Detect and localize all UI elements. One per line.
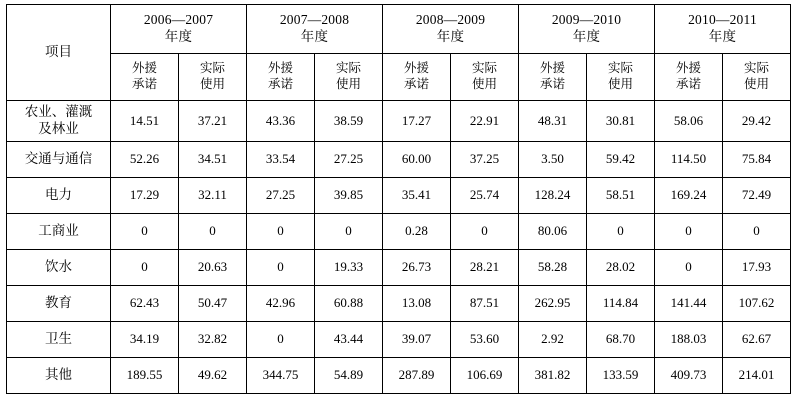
subheader-pledge-5 [655,54,723,101]
cell-value: 62.43 [111,286,179,322]
year-4-range: 2009—2010 [551,12,622,28]
subheader-pledge-1-line2: 承诺 [131,77,157,91]
subheader-pledge-5-line2: 承诺 [675,77,701,91]
year-2-range: 2007—2008 [279,12,350,28]
cell-value: 34.19 [111,322,179,358]
cell-value: 28.21 [451,250,519,286]
cell-value: 262.95 [519,286,587,322]
cell-value: 48.31 [519,101,587,142]
year-5-suffix: 年度 [708,29,737,44]
table-row [7,250,791,286]
cell-value: 52.26 [111,142,179,178]
header-cell-year-3 [383,5,519,54]
table-row [7,101,791,142]
cell-value: 114.84 [587,286,655,322]
row-label: 工商业 [7,214,111,250]
subheader-pledge-4-line2: 承诺 [539,77,565,91]
cell-value: 38.59 [315,101,383,142]
cell-value: 114.50 [655,142,723,178]
subheader-pledge-2-line1: 外援 [267,61,293,76]
row-label: 交通与通信 [7,142,111,178]
cell-value: 188.03 [655,322,723,358]
cell-value: 43.36 [247,101,315,142]
cell-value: 22.91 [451,101,519,142]
cell-value: 35.41 [383,178,451,214]
row-label-line1: 农业、灌溉 [24,104,93,120]
cell-value: 189.55 [111,358,179,394]
table-row [7,214,791,250]
cell-value: 0 [179,214,247,250]
cell-value: 0 [111,214,179,250]
cell-value: 49.62 [179,358,247,394]
year-2-suffix: 年度 [300,29,329,44]
subheader-actual-3 [451,54,519,101]
subheader-actual-2 [315,54,383,101]
header-row-subcolumns [7,54,791,101]
cell-value: 42.96 [247,286,315,322]
cell-value: 0 [111,250,179,286]
cell-value: 0 [247,214,315,250]
subheader-pledge-4 [519,54,587,101]
header-cell-item [7,5,111,101]
cell-value: 37.21 [179,101,247,142]
cell-value: 34.51 [179,142,247,178]
cell-value: 29.42 [723,101,791,142]
subheader-pledge-2 [247,54,315,101]
year-4-suffix: 年度 [572,29,601,44]
cell-value: 32.82 [179,322,247,358]
aid-data-table [6,4,791,394]
year-5-range: 2010—2011 [688,12,757,28]
table-row [7,178,791,214]
cell-value: 26.73 [383,250,451,286]
table-row [7,322,791,358]
header-row-years [7,5,791,54]
subheader-actual-5-line1: 实际 [743,61,769,76]
year-1-suffix: 年度 [164,29,193,44]
row-label: 饮水 [7,250,111,286]
cell-value: 75.84 [723,142,791,178]
subheader-pledge-1 [111,54,179,101]
subheader-actual-4 [587,54,655,101]
subheader-actual-1-line1: 实际 [199,61,225,76]
cell-value: 0 [247,250,315,286]
subheader-actual-1 [179,54,247,101]
cell-value: 128.24 [519,178,587,214]
cell-value: 169.24 [655,178,723,214]
subheader-pledge-4-line1: 外援 [539,61,565,76]
subheader-pledge-3-line1: 外援 [403,61,429,76]
cell-value: 3.50 [519,142,587,178]
year-1-range: 2006—2007 [143,12,214,28]
cell-value: 0 [655,250,723,286]
subheader-pledge-2-line2: 承诺 [267,77,293,91]
cell-value: 17.27 [383,101,451,142]
cell-value: 72.49 [723,178,791,214]
cell-value: 60.88 [315,286,383,322]
subheader-actual-2-line2: 使用 [335,77,361,91]
cell-value: 14.51 [111,101,179,142]
cell-value: 17.29 [111,178,179,214]
cell-value: 58.28 [519,250,587,286]
row-label: 其他 [7,358,111,394]
cell-value: 53.60 [451,322,519,358]
cell-value: 62.67 [723,322,791,358]
cell-value: 58.51 [587,178,655,214]
cell-value: 37.25 [451,142,519,178]
cell-value: 68.70 [587,322,655,358]
cell-value: 27.25 [247,178,315,214]
header-cell-year-1 [111,5,247,54]
subheader-actual-2-line1: 实际 [335,61,361,76]
subheader-pledge-1-line1: 外援 [131,61,157,76]
cell-value: 0 [655,214,723,250]
cell-value: 54.89 [315,358,383,394]
cell-value: 59.42 [587,142,655,178]
cell-value: 2.92 [519,322,587,358]
cell-value: 344.75 [247,358,315,394]
cell-value: 32.11 [179,178,247,214]
cell-value: 27.25 [315,142,383,178]
cell-value: 0 [723,214,791,250]
subheader-actual-4-line1: 实际 [607,61,633,76]
cell-value: 133.59 [587,358,655,394]
cell-value: 33.54 [247,142,315,178]
cell-value: 0 [587,214,655,250]
subheader-pledge-3-line2: 承诺 [403,77,429,91]
subheader-actual-5 [723,54,791,101]
header-cell-year-4 [519,5,655,54]
cell-value: 58.06 [655,101,723,142]
subheader-actual-3-line2: 使用 [471,77,497,91]
cell-value: 20.63 [179,250,247,286]
year-3-range: 2008—2009 [415,12,486,28]
subheader-pledge-3 [383,54,451,101]
header-cell-year-5 [655,5,791,54]
table-body [7,101,791,394]
cell-value: 43.44 [315,322,383,358]
cell-value: 39.85 [315,178,383,214]
cell-value: 19.33 [315,250,383,286]
table-row [7,142,791,178]
header-item-label: 项目 [45,44,72,60]
cell-value: 107.62 [723,286,791,322]
cell-value: 381.82 [519,358,587,394]
row-label [7,101,111,142]
cell-value: 28.02 [587,250,655,286]
cell-value: 60.00 [383,142,451,178]
cell-value: 409.73 [655,358,723,394]
cell-value: 0.28 [383,214,451,250]
cell-value: 106.69 [451,358,519,394]
cell-value: 39.07 [383,322,451,358]
subheader-actual-4-line2: 使用 [607,77,633,91]
cell-value: 0 [315,214,383,250]
year-3-suffix: 年度 [436,29,465,44]
cell-value: 141.44 [655,286,723,322]
cell-value: 30.81 [587,101,655,142]
table-row [7,358,791,394]
cell-value: 25.74 [451,178,519,214]
cell-value: 0 [247,322,315,358]
cell-value: 0 [451,214,519,250]
subheader-actual-5-line2: 使用 [743,77,769,91]
cell-value: 17.93 [723,250,791,286]
header-cell-year-2 [247,5,383,54]
cell-value: 50.47 [179,286,247,322]
row-label: 卫生 [7,322,111,358]
cell-value: 13.08 [383,286,451,322]
subheader-actual-1-line2: 使用 [199,77,225,91]
table-header [7,5,791,101]
row-label: 教育 [7,286,111,322]
cell-value: 287.89 [383,358,451,394]
table-row [7,286,791,322]
subheader-actual-3-line1: 实际 [471,61,497,76]
cell-value: 80.06 [519,214,587,250]
cell-value: 87.51 [451,286,519,322]
row-label: 电力 [7,178,111,214]
row-label-line2: 及林业 [38,121,79,136]
subheader-pledge-5-line1: 外援 [675,61,701,76]
cell-value: 214.01 [723,358,791,394]
